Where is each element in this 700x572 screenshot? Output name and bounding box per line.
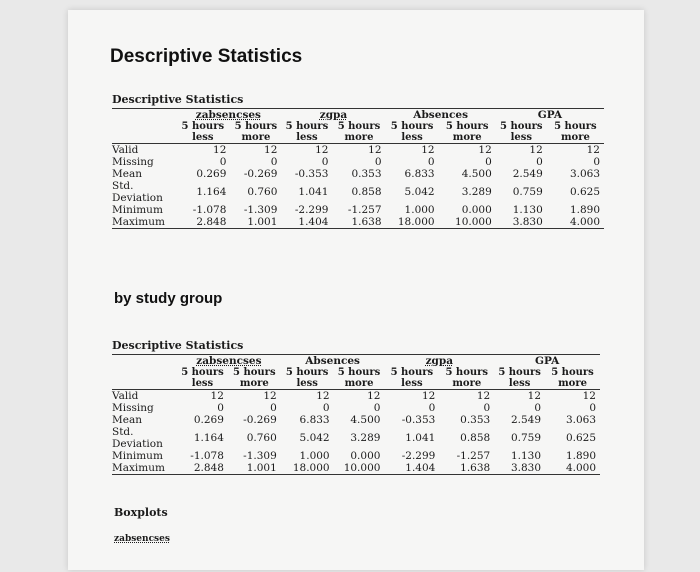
boxplots-variable-label: zabsencses	[114, 534, 170, 544]
table-cell: -1.257	[347, 204, 382, 216]
row-label: Std. Deviation	[112, 426, 163, 450]
table-cell: 12	[478, 144, 492, 156]
sub-header-bottom: less	[401, 378, 423, 389]
row-label: Std. Deviation	[112, 180, 163, 204]
sub-header-top: 5 hours	[234, 121, 278, 132]
table-cell: 12	[527, 390, 542, 402]
table-cell: 0	[428, 402, 436, 414]
table-cell: 0.000	[350, 450, 381, 462]
table-row	[112, 414, 600, 426]
table-cell: 3.063	[569, 168, 600, 180]
table-cell: 1.638	[460, 462, 491, 474]
sub-header-bottom: more	[452, 132, 482, 143]
table-cell: 1.001	[246, 462, 277, 474]
table-cell: -0.269	[243, 414, 277, 426]
sub-header-top: 5 hours	[445, 367, 489, 378]
sub-header-bottom: less	[296, 378, 318, 389]
table-row	[112, 462, 600, 475]
sub-header-top: 5 hours	[337, 367, 381, 378]
table-cell: 3.830	[510, 462, 542, 474]
sub-header-top: 5 hours	[181, 121, 225, 132]
table-cell: 12	[367, 390, 381, 402]
sub-header-top: 5 hours	[551, 367, 594, 378]
table-cell: 4.000	[569, 216, 600, 228]
row-label: Valid	[112, 144, 139, 156]
table-cell: 1.041	[298, 186, 329, 198]
sub-header-bottom: less	[508, 378, 531, 389]
table-row	[112, 156, 604, 168]
table-cell: 3.289	[461, 186, 492, 198]
table-cell: 12	[315, 144, 329, 156]
table-cell: -1.309	[243, 450, 277, 462]
table-row	[112, 426, 600, 450]
table-cell: 12	[421, 144, 435, 156]
page-title: Descriptive Statistics	[110, 46, 303, 67]
table-cell: 3.830	[512, 216, 543, 228]
group-header: Absences	[413, 109, 468, 121]
table-cell: 12	[476, 390, 491, 402]
table-cell: 0	[373, 402, 381, 414]
sub-header-top: 5 hours	[337, 121, 381, 132]
table-cell: 0.000	[461, 204, 492, 216]
table-body	[112, 390, 600, 475]
table-cell: 10.000	[343, 462, 381, 474]
table-row	[112, 204, 604, 216]
sub-header-bottom: less	[510, 132, 532, 143]
row-label: Minimum	[112, 450, 163, 462]
sub-header-top: 5 hours	[390, 121, 434, 132]
table-cell: 18.000	[292, 462, 330, 474]
row-label: Valid	[112, 390, 139, 402]
table-cell: 1.638	[351, 216, 382, 228]
sub-header-top: 5 hours	[285, 367, 329, 378]
table-cell: -1.257	[456, 450, 491, 462]
table-cell: 12	[586, 144, 600, 156]
sub-header-bottom: less	[192, 132, 214, 143]
table-cell: 1.164	[196, 186, 227, 198]
sub-header-bottom: more	[452, 378, 482, 389]
sub-header-bottom: less	[296, 132, 318, 143]
sub-header-top: 5 hours	[233, 367, 276, 378]
table-cell: 12	[421, 390, 436, 402]
sub-header-bottom: less	[191, 378, 214, 389]
table-cell: 0.759	[512, 186, 543, 198]
table-cell: 0	[270, 156, 278, 168]
table-cell: 0.353	[351, 168, 382, 180]
table-cell: 1.130	[512, 204, 543, 216]
table-cell: 0.625	[569, 186, 600, 198]
boxplots-heading: Boxplots	[114, 506, 168, 519]
table-cell: 12	[213, 144, 227, 156]
table-cell: 4.500	[461, 168, 492, 180]
table-cell: 1.000	[404, 204, 435, 216]
table-cell: 0.269	[193, 414, 224, 426]
table-cell: -1.078	[192, 204, 227, 216]
table-cell: 0.760	[247, 186, 278, 198]
row-label: Mean	[112, 414, 142, 426]
table-cell: 0	[217, 402, 224, 414]
table-body	[112, 144, 604, 229]
table-cell: 0	[483, 402, 491, 414]
table-cell: 12	[210, 390, 224, 402]
table-cell: 3.289	[350, 432, 381, 444]
row-label: Maximum	[112, 462, 165, 474]
sub-header-top: 5 hours	[498, 367, 541, 378]
table-cell: 12	[582, 390, 596, 402]
sub-header-bottom: more	[558, 378, 587, 389]
sub-header-bottom: more	[560, 132, 590, 143]
table-cell: 1.130	[510, 450, 542, 462]
table-cell: 1.041	[405, 432, 436, 444]
table-cell: -1.078	[190, 450, 224, 462]
row-label: Minimum	[112, 204, 163, 216]
table-cell: 0.760	[246, 432, 277, 444]
descriptive-stats-table-1	[112, 94, 604, 229]
table-cell: 5.042	[404, 186, 435, 198]
table-cell: 2.848	[196, 216, 227, 228]
table-cell: 4.500	[350, 414, 381, 426]
table-cell: 2.549	[512, 168, 543, 180]
table-cell: 0.353	[460, 414, 491, 426]
sub-header-top: 5 hours	[390, 367, 434, 378]
table-cell: 0	[534, 402, 542, 414]
table-caption: Descriptive Statistics	[112, 93, 244, 106]
table-cell: 0	[485, 156, 492, 168]
table-cell: -2.299	[401, 450, 436, 462]
table-cell: 1.890	[565, 450, 596, 462]
row-label: Missing	[112, 402, 154, 414]
table-cell: 0.858	[351, 186, 382, 198]
table-row	[112, 168, 604, 180]
sub-header-bottom: more	[344, 378, 374, 389]
group-header: GPA	[537, 109, 562, 121]
group-header: zgpa	[319, 109, 348, 121]
table-cell: 0.269	[196, 168, 227, 180]
table-cell: -0.353	[294, 168, 329, 180]
table-cell: 0	[589, 402, 596, 414]
table-cell: 0	[270, 402, 277, 414]
row-label: Maximum	[112, 216, 165, 228]
table-row	[112, 144, 604, 157]
sub-header-top: 5 hours	[445, 121, 489, 132]
table-caption: Descriptive Statistics	[112, 339, 244, 352]
group-header: zabsencses	[196, 355, 262, 367]
table-cell: 1.890	[569, 204, 600, 216]
table-cell: 12	[316, 390, 330, 402]
table-cell: 0	[374, 156, 382, 168]
table-cell: 0	[593, 156, 600, 168]
table-row	[112, 180, 604, 204]
table-cell: 1.164	[193, 432, 224, 444]
sub-header-bottom: less	[401, 132, 423, 143]
sub-header-bottom: more	[344, 132, 374, 143]
table-cell: 1.404	[298, 216, 329, 228]
table-cell: 6.833	[299, 414, 330, 426]
sub-header-top: 5 hours	[500, 121, 543, 132]
table-cell: 2.848	[193, 462, 224, 474]
table-cell: 18.000	[397, 216, 435, 228]
row-label: Missing	[112, 156, 154, 168]
group-header: GPA	[534, 355, 560, 367]
table-row	[112, 216, 604, 229]
table-cell: 0.759	[510, 432, 542, 444]
table-cell: 12	[264, 144, 278, 156]
table-cell: 1.000	[299, 450, 330, 462]
sub-header-top: 5 hours	[181, 367, 224, 378]
table-cell: 2.549	[510, 414, 542, 426]
table-cell: 3.063	[565, 414, 596, 426]
group-header: Absences	[305, 355, 360, 367]
table-cell: 1.001	[247, 216, 278, 228]
table-cell: 12	[529, 144, 543, 156]
sub-header-bottom: more	[239, 378, 269, 389]
table-cell: 6.833	[404, 168, 435, 180]
group-header: zgpa	[425, 355, 454, 367]
table-cell: 1.404	[405, 462, 436, 474]
table-cell: 0	[322, 402, 330, 414]
table-cell: 0.625	[565, 432, 596, 444]
table-cell: -1.309	[243, 204, 278, 216]
table-row	[112, 402, 600, 414]
table-cell: 4.000	[565, 462, 596, 474]
table-cell: -0.269	[243, 168, 278, 180]
row-label: Mean	[112, 168, 142, 180]
section-title: by study group	[114, 290, 223, 307]
table-row	[112, 450, 600, 462]
table-cell: 0	[219, 156, 227, 168]
descriptive-stats-table-2	[112, 340, 600, 475]
table-row	[112, 390, 600, 403]
table-cell: 5.042	[299, 432, 330, 444]
sub-header-top: 5 hours	[554, 121, 597, 132]
table-cell: 12	[368, 144, 382, 156]
group-header: zabsencses	[195, 109, 261, 121]
table-cell: 0	[427, 156, 435, 168]
table-cell: 10.000	[455, 216, 492, 228]
table-cell: 0.858	[460, 432, 491, 444]
table-cell: -0.353	[401, 414, 436, 426]
sub-header-top: 5 hours	[285, 121, 329, 132]
document-page	[68, 10, 644, 570]
table-cell: 0	[321, 156, 329, 168]
table-cell: 0	[536, 156, 543, 168]
sub-header-bottom: more	[241, 132, 271, 143]
table-cell: -2.299	[294, 204, 329, 216]
table-cell: 12	[263, 390, 277, 402]
